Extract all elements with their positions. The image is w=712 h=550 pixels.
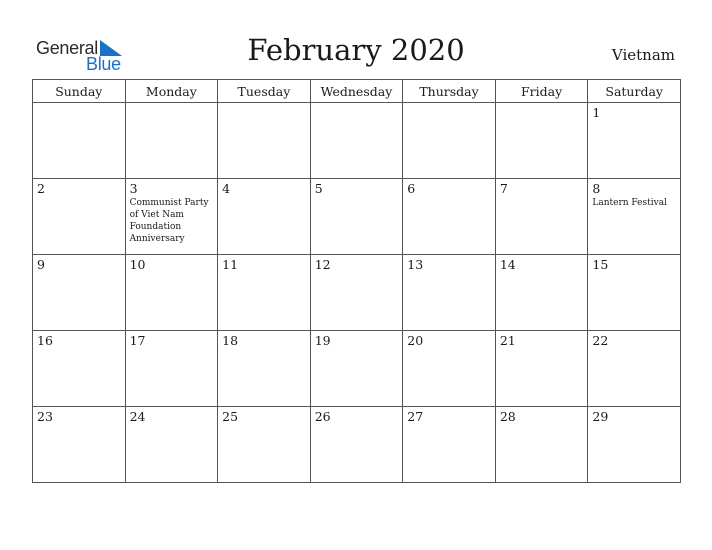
day-cell (403, 331, 496, 407)
day-number: 1 (592, 105, 601, 120)
day-number: 27 (407, 409, 424, 424)
day-cell (495, 407, 588, 483)
day-event: Communist Party of Viet Nam Foundation Anniversary (129, 198, 209, 244)
day-number: 22 (592, 333, 609, 348)
logo-word-general: General (36, 38, 98, 58)
week-row (33, 103, 681, 179)
weekday-header: Sunday (33, 80, 126, 103)
day-cell (125, 255, 218, 331)
weekday-header: Friday (495, 80, 588, 103)
day-number: 16 (37, 333, 53, 348)
day-cell (588, 407, 681, 483)
day-number: 23 (37, 409, 53, 424)
day-cell (495, 179, 588, 255)
day-cell (403, 103, 496, 179)
day-number: 14 (499, 257, 516, 272)
day-number: 24 (129, 409, 146, 424)
day-cell (403, 179, 496, 255)
day-cell (403, 255, 496, 331)
day-number: 6 (407, 181, 416, 196)
day-cell (218, 179, 311, 255)
day-cell (588, 255, 681, 331)
calendar-grid (32, 79, 681, 483)
weekday-header: Monday (125, 80, 218, 103)
calendar-title: February 2020 (247, 33, 465, 67)
day-cell (33, 103, 126, 179)
weekday-header: Tuesday (218, 80, 311, 103)
day-event: Lantern Festival (592, 198, 667, 208)
day-cell (495, 103, 588, 179)
day-number: 21 (499, 333, 516, 348)
day-cell (588, 179, 681, 255)
weekday-header: Thursday (403, 80, 496, 103)
week-row (33, 179, 681, 255)
day-cell (218, 103, 311, 179)
day-cell (310, 331, 403, 407)
day-number: 4 (222, 181, 231, 196)
day-cell (588, 331, 681, 407)
day-cell (33, 331, 126, 407)
day-number: 12 (314, 257, 331, 272)
day-cell (218, 331, 311, 407)
day-number: 15 (592, 257, 609, 272)
day-cell (33, 179, 126, 255)
day-cell (495, 255, 588, 331)
day-number: 2 (37, 181, 45, 196)
day-number: 20 (407, 333, 424, 348)
day-number: 8 (592, 181, 601, 196)
country-label: Vietnam (611, 46, 675, 64)
day-number: 26 (314, 409, 331, 424)
day-number: 5 (314, 181, 323, 196)
day-cell (125, 331, 218, 407)
day-cell (125, 179, 218, 255)
week-row (33, 407, 681, 483)
day-number: 7 (499, 181, 508, 196)
day-cell (495, 331, 588, 407)
week-row (33, 331, 681, 407)
day-cell (33, 407, 126, 483)
day-cell (310, 407, 403, 483)
weekday-header: Wednesday (310, 80, 403, 103)
day-cell (310, 179, 403, 255)
day-cell (33, 255, 126, 331)
day-number: 17 (129, 333, 146, 348)
day-number: 19 (314, 333, 331, 348)
day-cell (125, 407, 218, 483)
day-number: 18 (222, 333, 239, 348)
week-row (33, 255, 681, 331)
day-number: 11 (222, 257, 239, 272)
day-number: 13 (407, 257, 424, 272)
day-cell (310, 255, 403, 331)
day-number: 3 (129, 181, 138, 196)
day-cell (403, 407, 496, 483)
day-number: 10 (129, 257, 146, 272)
day-number: 25 (222, 409, 239, 424)
day-number: 29 (592, 409, 609, 424)
day-cell (125, 103, 218, 179)
day-number: 9 (37, 257, 45, 272)
weekday-header: Saturday (588, 80, 681, 103)
day-cell (310, 103, 403, 179)
day-cell (218, 407, 311, 483)
weekday-header-row (33, 80, 681, 103)
logo-word-blue: Blue (86, 54, 121, 74)
day-number: 28 (499, 409, 516, 424)
day-cell (588, 103, 681, 179)
day-cell (218, 255, 311, 331)
